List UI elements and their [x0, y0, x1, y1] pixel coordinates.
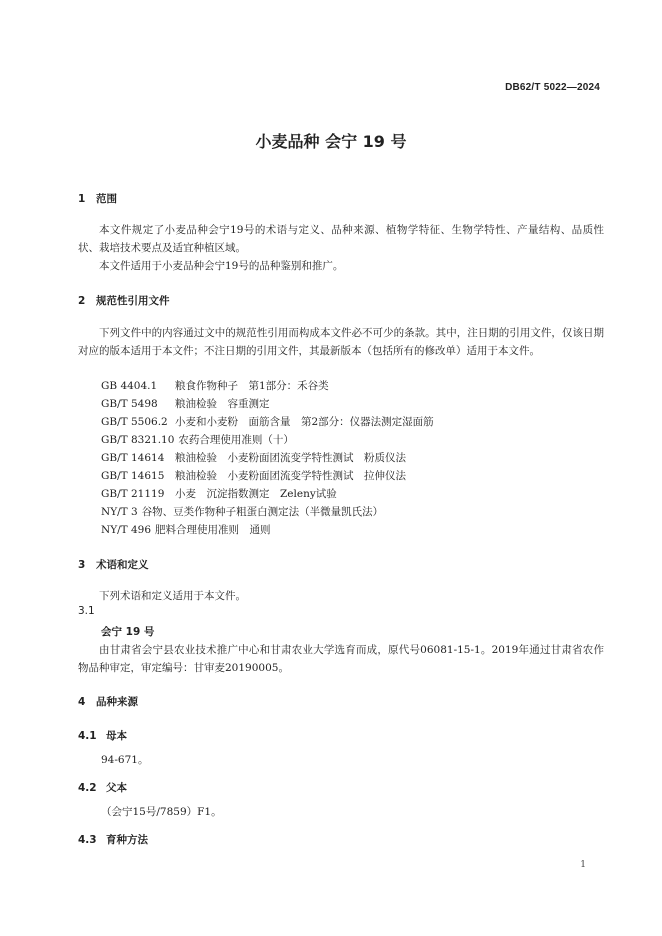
reference-code: NY/T 496: [101, 524, 152, 536]
reference-title: 小麦和小麦粉 面筋含量 第2部分：仪器法测定湿面筋: [175, 416, 434, 428]
reference-code: GB/T 5506.2: [101, 416, 168, 428]
subsection-number: 4.3: [78, 834, 97, 846]
reference-item: [101, 486, 337, 501]
section-number: 2: [78, 295, 86, 307]
subsection-4-2-text: （会宁15号/7859）F1。: [101, 806, 222, 818]
reference-item: [101, 468, 406, 483]
reference-code: GB 4404.1: [101, 380, 158, 392]
reference-title: 小麦 沉淀指数测定 Zeleny试验: [175, 488, 337, 500]
section-number: 3: [78, 559, 86, 571]
section-3-intro: 下列术语和定义适用于本文件。: [99, 590, 246, 602]
reference-code: GB/T 14614: [101, 452, 165, 464]
subsection-title: 育种方法: [106, 834, 148, 846]
section-title: 品种来源: [96, 696, 138, 708]
reference-title: 粮油检验 小麦粉面团流变学特性测试 拉伸仪法: [175, 470, 406, 482]
section-title: 范围: [96, 193, 117, 205]
reference-title: 肥料合理使用准则 通则: [155, 524, 271, 536]
subsection-4-2-heading: [78, 780, 127, 795]
reference-item: [101, 450, 406, 465]
reference-code: GB/T 5498: [101, 398, 158, 410]
section-2-heading: [78, 293, 170, 308]
subsection-4-1-text: 94-671。: [101, 754, 149, 766]
section-1-heading: [78, 191, 117, 206]
reference-item: [101, 396, 270, 411]
doc-code: DB62/T 5022—2024: [505, 82, 600, 93]
reference-code: GB/T 14615: [101, 470, 165, 482]
subsection-number: 4.2: [78, 782, 97, 794]
reference-item: [101, 504, 383, 519]
reference-title: 粮油检验 容重测定: [175, 398, 270, 410]
term-definition: 由甘肃省会宁县农业技术推广中心和甘肃农业大学选育而成，原代号06081-15-1。2019年通过甘肃省农作物品种审定，审定编号：甘审麦20190005。: [78, 644, 604, 674]
subsection-3-1-number: 3.1: [78, 605, 95, 617]
term-name: 会宁 19 号: [101, 626, 155, 638]
reference-item: [101, 378, 329, 393]
reference-item: [101, 414, 434, 429]
reference-title: 谷物、豆类作物种子粗蛋白测定法（半微量凯氏法）: [141, 506, 384, 518]
page-title: 小麦品种 会宁 19 号: [255, 132, 407, 151]
reference-code: GB/T 21119: [101, 488, 165, 500]
reference-title: 粮食作物种子 第1部分：禾谷类: [175, 380, 329, 392]
page-number: 1: [580, 860, 586, 870]
reference-item: [101, 432, 294, 447]
section-3-heading: [78, 557, 149, 572]
reference-title: 粮油检验 小麦粉面团流变学特性测试 粉质仪法: [175, 452, 406, 464]
section-number: 4: [78, 696, 86, 708]
subsection-4-1-heading: [78, 728, 127, 743]
subsection-number: 4.1: [78, 730, 97, 742]
section-number: 1: [78, 193, 86, 205]
reference-code: GB/T 8321.10: [101, 434, 175, 446]
section-title: 术语和定义: [96, 559, 149, 571]
reference-item: [101, 522, 271, 537]
subsection-title: 父本: [106, 782, 127, 794]
subsection-title: 母本: [106, 730, 127, 742]
reference-code: NY/T 3: [101, 506, 138, 518]
section-2-intro: 下列文件中的内容通过文中的规范性引用而构成本文件必不可少的条款。其中，注日期的引用文件，仅该日期对应的版本适用于本文件；不注日期的引用文件，其最新版本（包括所有的修改单）适用于本文件。: [78, 327, 604, 357]
section-title: 规范性引用文件: [96, 295, 170, 307]
section-1-para-2: 本文件适用于小麦品种会宁19号的品种鉴别和推广。: [99, 260, 344, 272]
section-4-heading: [78, 694, 138, 709]
section-1-para-1: 本文件规定了小麦品种会宁19号的术语与定义、品种来源、植物学特征、生物学特性、产量结构、品质性状、栽培技术要点及适宜种植区域。: [78, 224, 604, 254]
reference-title: 农药合理使用准则（十）: [178, 434, 294, 446]
subsection-4-3-heading: [78, 832, 148, 847]
